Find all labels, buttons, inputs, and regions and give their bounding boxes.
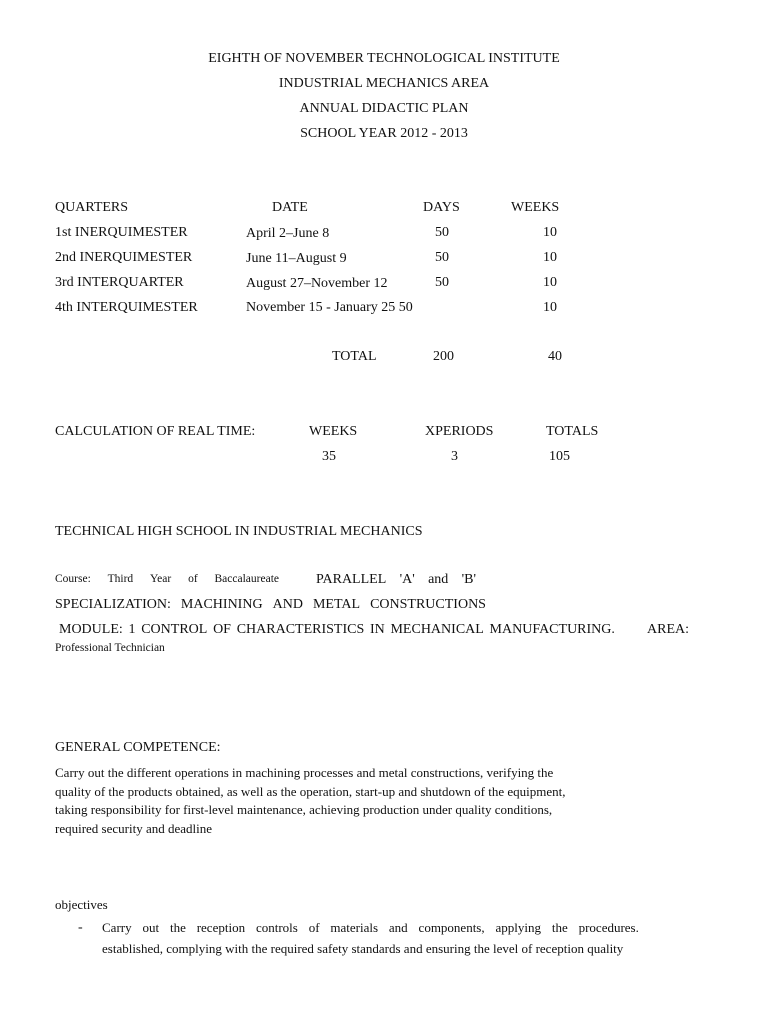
date-header: DATE xyxy=(272,200,308,215)
course-word: Baccalaureate xyxy=(214,573,279,585)
competence-heading: GENERAL COMPETENCE: xyxy=(55,740,221,755)
quarter-weeks: 10 xyxy=(543,275,557,290)
real-time-weeks-header: WEEKS xyxy=(309,424,358,439)
course-line xyxy=(55,574,279,586)
objective-word: of xyxy=(308,920,320,935)
institute-title: EIGHTH OF NOVEMBER TECHNOLOGICAL INSTITUTE xyxy=(208,51,560,66)
objective-word: applying xyxy=(495,920,541,935)
course-word: Course: xyxy=(55,573,91,585)
program-title: TECHNICAL HIGH SCHOOL IN INDUSTRIAL MECHANICS xyxy=(55,524,423,539)
total-weeks: 40 xyxy=(548,349,562,364)
real-time-totals-value: 105 xyxy=(549,449,570,464)
competence-line: quality of the products obtained, as well as the operation, start-up and shutdown of the equipment, xyxy=(55,783,566,799)
module-line xyxy=(59,623,615,637)
module-word: 1 xyxy=(128,622,136,637)
module-word: MECHANICAL xyxy=(390,622,484,637)
quarter-date: April 2–June 8 xyxy=(246,226,330,241)
real-time-totals-header: TOTALS xyxy=(546,424,599,439)
real-time-xperiods-value: 3 xyxy=(451,449,458,464)
real-time-label: CALCULATION OF REAL TIME: xyxy=(55,424,256,439)
competence-paragraph xyxy=(55,764,625,838)
area-label: AREA: xyxy=(647,622,689,637)
specialization-word: METAL xyxy=(312,597,361,612)
quarter-weeks: 10 xyxy=(543,250,557,265)
area-title: INDUSTRIAL MECHANICS AREA xyxy=(278,76,490,91)
quarter-date: August 27–November 12 xyxy=(246,276,388,291)
specialization-word: SPECIALIZATION: xyxy=(55,597,171,612)
total-days: 200 xyxy=(433,349,454,364)
quarter-weeks: 10 xyxy=(543,300,557,315)
specialization-word: MACHINING xyxy=(180,597,263,612)
objective-item-line-2: established, complying with the required safety standards and ensuring the level of reception quality xyxy=(102,941,624,956)
weeks-header: WEEKS xyxy=(511,200,560,215)
school-year: SCHOOL YEAR 2012 - 2013 xyxy=(300,126,468,141)
specialization-line xyxy=(55,598,486,612)
objective-word: procedures. xyxy=(578,920,639,935)
total-label: TOTAL xyxy=(332,349,377,364)
parallel-word: PARALLEL xyxy=(316,572,387,587)
objective-word: reception xyxy=(196,920,246,935)
quarter-days: 50 xyxy=(435,250,449,265)
real-time-weeks-value: 35 xyxy=(322,449,336,464)
objective-word: materials xyxy=(330,920,379,935)
objective-word: and xyxy=(388,920,408,935)
course-word: Third xyxy=(107,573,134,585)
quarter-name: 4th INTERQUIMESTER xyxy=(55,300,198,315)
competence-line: required security and deadline xyxy=(55,820,213,836)
objective-word: components, xyxy=(418,920,485,935)
quarter-days: 50 xyxy=(435,275,449,290)
course-word: Year xyxy=(150,573,172,585)
module-word: MODULE: xyxy=(59,622,123,637)
real-time-xperiods-header: XPERIODS xyxy=(425,424,494,439)
module-word: IN xyxy=(369,622,385,637)
module-word: OF xyxy=(213,622,231,637)
quarter-name: 2nd INERQUIMESTER xyxy=(55,250,193,265)
course-word: of xyxy=(188,573,198,585)
module-word: MANUFACTURING. xyxy=(489,622,615,637)
module-word: CONTROL xyxy=(141,622,208,637)
area-value: Professional Technician xyxy=(55,642,165,654)
quarter-name: 3rd INTERQUARTER xyxy=(55,275,184,290)
specialization-word: AND xyxy=(272,597,303,612)
specialization-word: CONSTRUCTIONS xyxy=(370,597,486,612)
competence-line: Carry out the different operations in machining processes and metal constructions, verifying the xyxy=(55,765,554,780)
quarter-name: 1st INERQUIMESTER xyxy=(55,225,188,240)
competence-line: taking responsibility for first-level maintenance, achieving production under quality conditions, xyxy=(55,802,553,817)
objective-word: the xyxy=(551,920,568,935)
quarters-header: QUARTERS xyxy=(55,200,129,215)
quarter-date: November 15 - January 25 50 xyxy=(246,300,413,315)
objective-word: the xyxy=(169,920,186,935)
parallel-word: and xyxy=(428,572,449,587)
plan-title: ANNUAL DIDACTIC PLAN xyxy=(299,101,469,116)
parallel-line xyxy=(316,573,476,587)
parallel-word: 'A' xyxy=(399,572,415,587)
module-word: CHARACTERISTICS xyxy=(236,622,365,637)
parallel-word: 'B' xyxy=(461,572,476,587)
bullet-dash: - xyxy=(78,920,83,935)
objectives-heading: objectives xyxy=(55,897,108,912)
quarter-date: June 11–August 9 xyxy=(246,251,347,266)
objective-word: out xyxy=(142,920,160,935)
days-header: DAYS xyxy=(423,200,460,215)
objective-word: Carry xyxy=(102,920,132,935)
quarter-weeks: 10 xyxy=(543,225,557,240)
objective-item-line xyxy=(102,921,639,934)
objective-word: controls xyxy=(255,920,298,935)
quarter-days: 50 xyxy=(435,225,449,240)
